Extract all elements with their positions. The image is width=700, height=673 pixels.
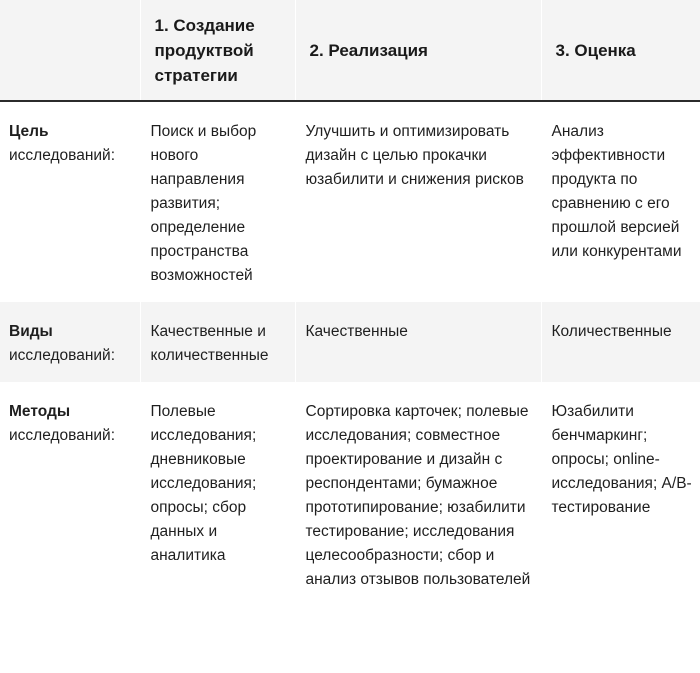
table-header-row bbox=[0, 0, 700, 101]
row-header-bold: Цель bbox=[9, 123, 49, 140]
row-header-rest: исследований: bbox=[9, 347, 116, 364]
table-cell: Качественные bbox=[295, 302, 541, 382]
row-header-bold: Виды bbox=[9, 323, 53, 340]
table-cell: Полевые исследования; дневниковые исследования; опросы; сбор данных и аналитика bbox=[140, 382, 295, 669]
header-stage-implementation: 2. Реализация bbox=[295, 0, 541, 101]
table-cell: Поиск и выбор нового направления развития; определение пространства возможностей bbox=[140, 101, 295, 302]
table-cell: Юзабилити бенчмаркинг; опросы; online-исследования; A/B-тестирование bbox=[541, 382, 700, 669]
row-header-bold: Методы bbox=[9, 403, 71, 420]
header-stage-evaluation: 3. Оценка bbox=[541, 0, 700, 101]
table-cell: Качественные и количественные bbox=[140, 302, 295, 382]
table-cell: Улучшить и оптимизировать дизайн с целью прокачки юзабилити и снижения рисков bbox=[295, 101, 541, 302]
header-stage-strategy: 1. Создание продуктвой стратегии bbox=[140, 0, 295, 101]
table-row-types bbox=[0, 302, 700, 382]
table-row-methods bbox=[0, 382, 700, 669]
header-empty-cell bbox=[0, 0, 140, 101]
table-cell: Количественные bbox=[541, 302, 700, 382]
row-header-rest: исследований: bbox=[9, 147, 116, 164]
table-cell: Сортировка карточек; полевые исследования; совместное проектирование и дизайн с респондентами; бумажное прототипирование; юзабилити тестирование; исследования целесообразности; сбор и анализ отзывов пользователей bbox=[295, 382, 541, 669]
row-header-types bbox=[0, 302, 140, 382]
table-cell: Анализ эффективности продукта по сравнению с его прошлой версией или конкурентами bbox=[541, 101, 700, 302]
table-row-goal bbox=[0, 101, 700, 302]
row-header-rest: исследований: bbox=[9, 427, 116, 444]
row-header-goal bbox=[0, 101, 140, 302]
row-header-methods bbox=[0, 382, 140, 669]
